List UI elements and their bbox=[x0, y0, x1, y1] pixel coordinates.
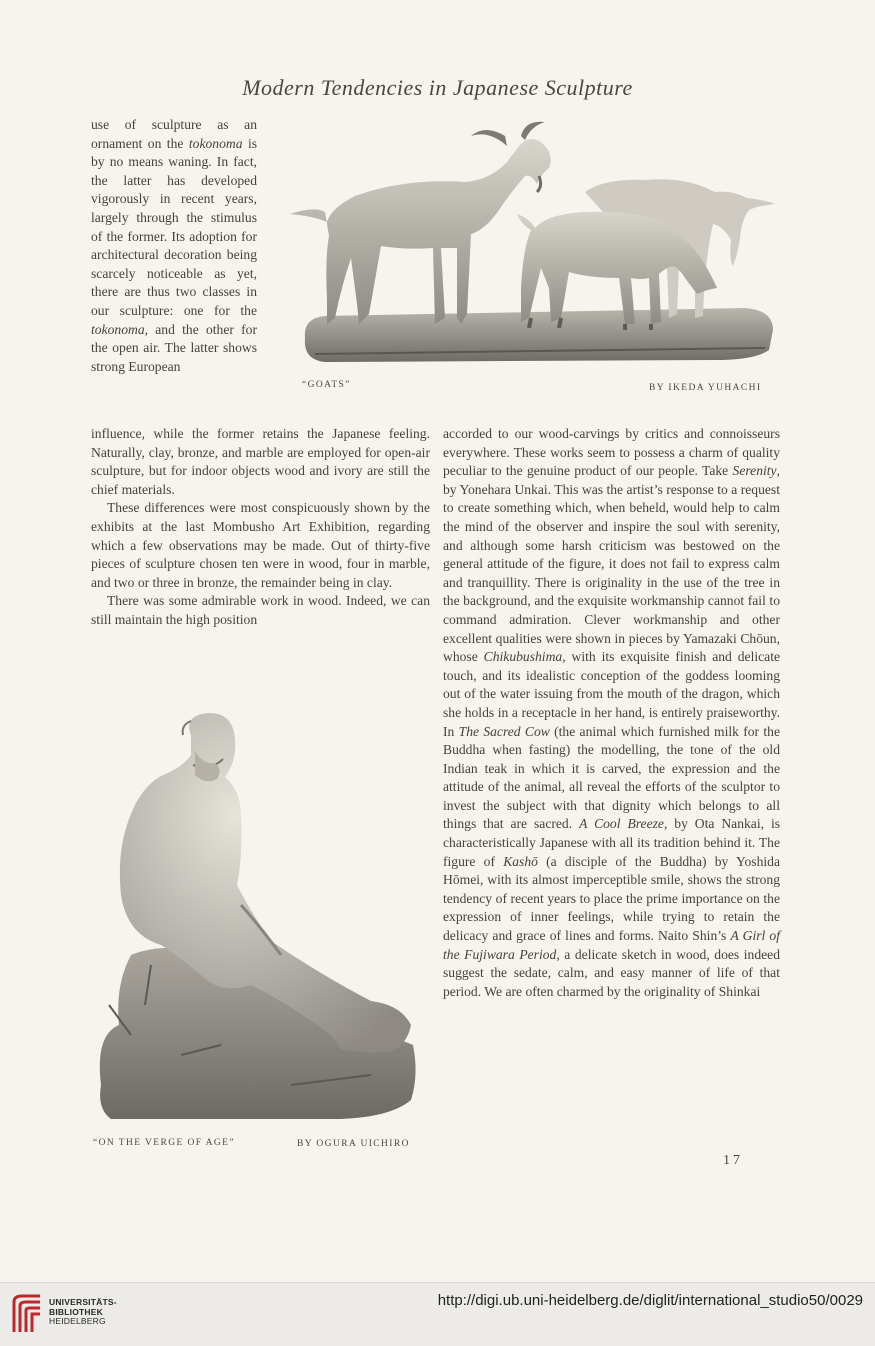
verge-of-age-sculpture-photo bbox=[91, 705, 426, 1125]
text-run: These differences were most conspicuously shown by the exhibits at the last Mombusho Art Exhibition, regarding which a few observations may be made. Out of thirty-five pieces of sculpture chosen ten were in wood, four in marble, and two or three in bronze, the remainder being in clay. bbox=[91, 500, 430, 590]
page-number: 17 bbox=[723, 1153, 743, 1168]
verge-caption-artist: BY OGURA UICHIRO bbox=[297, 1139, 410, 1149]
right-paragraph bbox=[443, 425, 780, 1001]
text-run: , by Ota Nankai, is characteristically Japanese with all its tradition behind it. The figure of bbox=[443, 816, 781, 869]
text-run: (the animal which furnished milk for the Buddha when fasting) the modelling, the tone of the old Indian teak in which it is carved, the expression and the attitude of the animal, all reveal the efforts of the sculptor to invest the subject with that dignity which belongs to all things that are sacred. bbox=[443, 723, 780, 832]
text-run: use of sculpture as an ornament on the bbox=[91, 117, 257, 151]
paragraph bbox=[91, 592, 430, 629]
logo-mark-icon bbox=[10, 1292, 44, 1336]
text-run: accorded to our wood-carvings by critics and connoisseurs everywhere. These works seem to possess a charm of quality peculiar to the genuine product of our people. Take bbox=[443, 426, 780, 479]
left-wide-column bbox=[91, 425, 430, 630]
left-narrow-paragraph bbox=[91, 116, 257, 376]
verge-caption-title: “ON THE VERGE OF AGE” bbox=[93, 1138, 235, 1148]
library-name-line3: HEIDELBERG bbox=[49, 1316, 106, 1326]
library-name-line2: BIBLIOTHEK bbox=[49, 1306, 103, 1317]
text-run-italic: Chikubushima bbox=[483, 649, 563, 665]
text-run: There was some admirable work in wood. Indeed, we can still maintain the high position bbox=[91, 593, 430, 627]
running-head: Modern Tendencies in Japanese Sculpture bbox=[242, 75, 633, 100]
library-name-line1: UNIVERSITÄTS- bbox=[49, 1297, 117, 1307]
text-run: (a disciple of the Buddha) by Yoshida Hōmei, with its almost imperceptible smile, shows the strong tendency of recent years to place the prime importance on the expression of inner feelings, while trying to retain the delicacy and grace of lines and forms. Naito Shin’s bbox=[443, 853, 780, 944]
text-run-italic: Serenity bbox=[732, 463, 777, 479]
text-run-italic: A Girl of the Fujiwara Period bbox=[443, 928, 781, 962]
left-narrow-column bbox=[91, 116, 257, 376]
goats-caption-title: “GOATS” bbox=[302, 380, 351, 390]
goats-illustration bbox=[285, 118, 777, 368]
text-run: , with its exquisite finish and delicate touch, and its idealistic conception of the goddess looming out of the water issuing from the mouth of the dragon, which she holds in a receptacle in her hand, is entirely praiseworthy. In bbox=[443, 649, 781, 739]
text-run-italic: A Cool Breeze bbox=[579, 816, 664, 832]
right-column bbox=[443, 425, 780, 1001]
goats-sculpture-photo bbox=[285, 118, 777, 368]
paragraph bbox=[91, 499, 430, 592]
text-run-italic: Kashō bbox=[503, 853, 538, 869]
text-run-italic: tokonoma bbox=[188, 135, 243, 151]
goats-caption-artist: BY IKEDA YUHACHI bbox=[649, 383, 762, 393]
text-run: influence, while the former retains the Japanese feeling. Naturally, clay, bronze, and marble are employed for open-air sculpture, but for indoor objects wood and ivory are still the chief materials. bbox=[91, 426, 430, 497]
library-name bbox=[49, 1298, 117, 1327]
text-run: , by Yonehara Unkai. This was the artist’s response to a request to create something which, when beheld, would help to calm the mind of the observer and inspire the soul with serenity, and although some harsh criticism was bestowed on the general attitude of the figure, it does not fail to express calm and tranquillity. There is originality in the use of the tree in the background, and the exquisite workmanship cannot fail to command admiration. Clever workmanship and other excellent qualities were shown in pieces by Yamazaki Chōun, whose bbox=[443, 463, 780, 665]
text-run: is by no means waning. In fact, the latter has developed vigorously in recent years, largely through the stimulus of the former. Its adoption for architectural decoration being scarcely noticeable as yet, there are thus two classes in our sculpture: one for the bbox=[91, 135, 258, 318]
text-run-italic: The Sacred Cow bbox=[458, 723, 550, 739]
text-run: , a delicate sketch in wood, does indeed suggest the sedate, calm, and easy manner of life of that period. We are often charmed by the originality of Shinkai bbox=[443, 946, 780, 999]
text-run-italic: tokonoma bbox=[91, 321, 145, 337]
seated-man-illustration bbox=[91, 705, 426, 1125]
university-library-logo-icon[interactable] bbox=[10, 1292, 44, 1341]
text-run: , and the other for the open air. The latter shows strong European bbox=[91, 321, 257, 374]
footer-bar bbox=[0, 1282, 875, 1346]
source-url-link[interactable]: http://digi.ub.uni-heidelberg.de/diglit/international_studio50/0029 bbox=[437, 1292, 863, 1309]
paragraph bbox=[91, 425, 430, 499]
